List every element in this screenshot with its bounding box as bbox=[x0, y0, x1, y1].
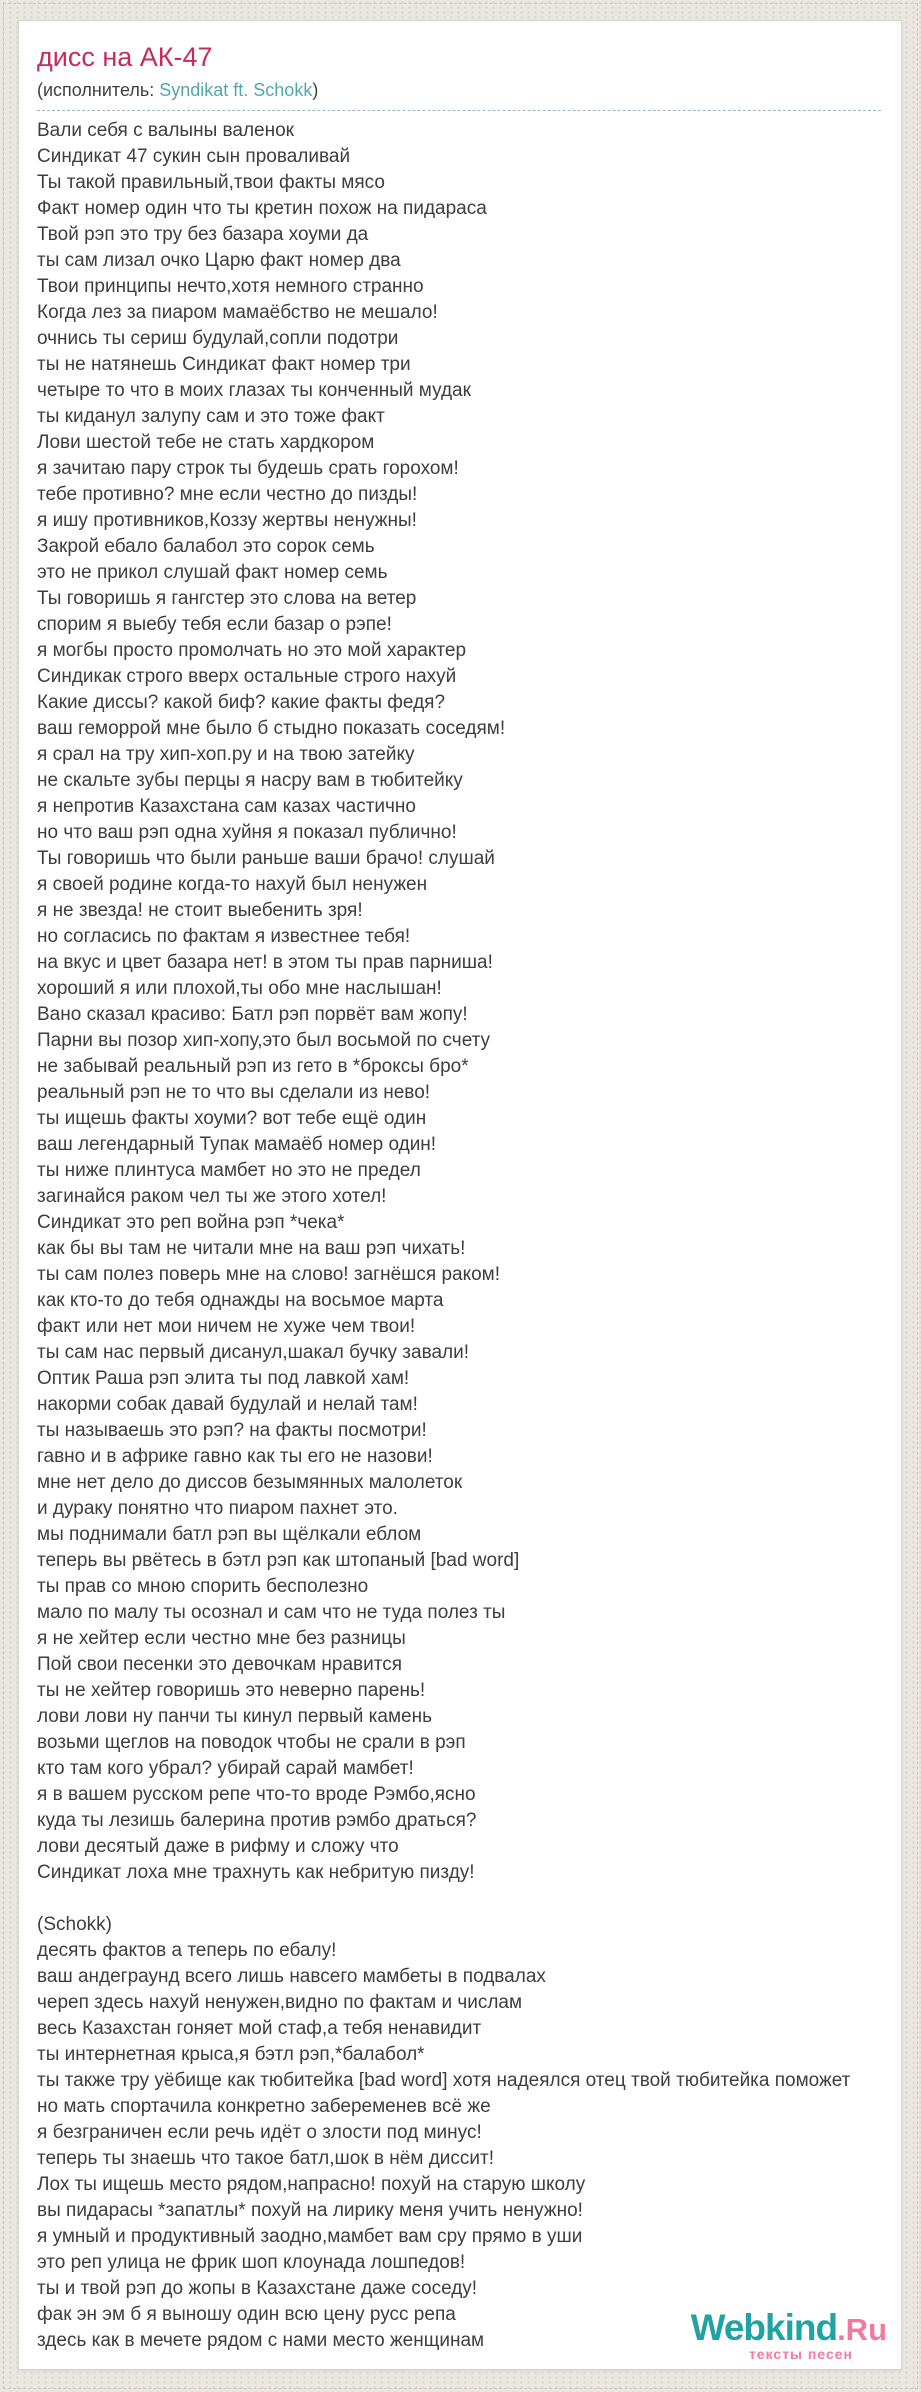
artist-label: (исполнитель: bbox=[37, 80, 160, 101]
lyric-line: Ты такой правильный,твои факты мясо bbox=[37, 172, 385, 194]
lyric-line: я могбы просто промолчать но это мой характер bbox=[37, 640, 467, 662]
lyric-line: Лох ты ищешь место рядом,напрасно! похуй на старую школу bbox=[37, 2174, 586, 2196]
lyric-line: я ишу противников,Коззу жертвы ненужны! bbox=[37, 510, 417, 532]
lyric-line: я умный и продуктивный заодно,мамбет вам сру прямо в уши bbox=[37, 2226, 583, 2248]
lyric-line: загинайся раком чел ты же этого хотел! bbox=[37, 1186, 387, 1208]
lyric-line: реальный рэп не то что вы сделали из нево! bbox=[37, 1082, 431, 1104]
lyric-line: но согласись по фактам я известнее тебя! bbox=[37, 926, 411, 948]
lyric-line: как бы вы там не читали мне на ваш рэп чихать! bbox=[37, 1238, 466, 1260]
lyric-line: Вали себя с валыны валенок bbox=[37, 120, 294, 142]
artist-line bbox=[37, 80, 881, 111]
lyric-line: кто там кого убрал? убирай сарай мамбет! bbox=[37, 1758, 414, 1780]
lyric-line: мало по малу ты осознал и сам что не туда полез ты bbox=[37, 1602, 506, 1624]
lyric-line: куда ты лезишь балерина против рэмбо драться? bbox=[37, 1810, 477, 1832]
lyric-line: ты и твой рэп до жопы в Казахстане даже соседу! bbox=[37, 2278, 478, 2300]
lyric-line: я безграничен если речь идёт о злости под минус! bbox=[37, 2122, 482, 2144]
lyric-line: теперь ты знаешь что такое батл,шок в нём диссит! bbox=[37, 2148, 494, 2170]
lyric-line: Твои принципы нечто,хотя немного странно bbox=[37, 276, 424, 298]
artist-line-close: ) bbox=[312, 80, 319, 101]
lyric-line: ты не натянешь Синдикат факт номер три bbox=[37, 354, 411, 376]
lyric-line: накорми собак давай будулай и нелай там! bbox=[37, 1394, 418, 1416]
lyric-line: Синдикат лоха мне трахнуть как небритую пизду! bbox=[37, 1862, 475, 1884]
lyric-line: тебе противно? мне если честно до пизды! bbox=[37, 484, 418, 506]
lyric-line: Оптик Раша рэп элита ты под лавкой хам! bbox=[37, 1368, 410, 1390]
lyric-line: фак эн эм б я выношу один всю цену русс репа bbox=[37, 2304, 456, 2326]
logo-main-text: Webkind bbox=[690, 2307, 838, 2348]
lyrics-card bbox=[18, 20, 902, 2370]
lyric-line: мы поднимали батл рэп вы щёлкали еблом bbox=[37, 1524, 422, 1546]
lyric-line: Пой свои песенки это девочкам нравится bbox=[37, 1654, 403, 1676]
lyric-line: на вкус и цвет базара нет! в этом ты прав парниша! bbox=[37, 952, 493, 974]
lyric-line: но мать спортачила конкретно забеременев всё же bbox=[37, 2096, 491, 2118]
lyric-line: я не звезда! не стоит выебенить зря! bbox=[37, 900, 363, 922]
lyric-line: Ты говоришь что были раньше ваши брачо! слушай bbox=[37, 848, 495, 870]
lyric-line: Ты говоришь я гангстер это слова на ветер bbox=[37, 588, 417, 610]
logo-tagline: тексты песен bbox=[748, 2346, 853, 2362]
lyric-line: мне нет дело до диссов безымянных малолеток bbox=[37, 1472, 463, 1494]
lyric-line: Синдикак строго вверх остальные строго нахуй bbox=[37, 666, 457, 688]
lyric-line: возьми щеглов на поводок чтобы не срали в рэп bbox=[37, 1732, 466, 1754]
lyric-line: ты сам лизал очко Царю факт номер два bbox=[37, 250, 401, 272]
lyric-line: ты сам нас первый дисанул,шакал бучку завали! bbox=[37, 1342, 469, 1364]
webkind-logo[interactable] bbox=[691, 2309, 887, 2361]
lyric-line: лови десятый даже в рифму и сложу что bbox=[37, 1836, 399, 1858]
artist-link[interactable]: Syndikat ft. Schokk bbox=[159, 80, 313, 101]
lyrics-block bbox=[19, 111, 901, 2354]
lyric-line: спорим я выебу тебя если базар о рэпе! bbox=[37, 614, 392, 636]
lyric-line: ты ищешь факты хоуми? вот тебе ещё один bbox=[37, 1108, 427, 1130]
lyric-line: Синдикат это реп война рэп *чека* bbox=[37, 1212, 345, 1234]
lyric-line: ваш геморрой мне было б стыдно показать соседям! bbox=[37, 718, 506, 740]
lyric-line: я своей родине когда-то нахуй был ненужен bbox=[37, 874, 428, 896]
lyric-line: Какие диссы? какой биф? какие факты федя? bbox=[37, 692, 446, 714]
lyric-line: ты также тру уёбище как тюбитейка [bad word] хотя надеялся отец твой тюбитейка поможет bbox=[37, 2070, 851, 2092]
lyric-line: я срал на тру хип-хоп.ру и на твою затейку bbox=[37, 744, 415, 766]
lyric-line: ты прав со мною спорить бесполезно bbox=[37, 1576, 369, 1598]
lyric-line: Факт номер один что ты кретин похож на пидараса bbox=[37, 198, 487, 220]
logo-suffix-text: .Ru bbox=[837, 2312, 887, 2347]
lyric-line: здесь как в мечете рядом с нами место женщинам bbox=[37, 2330, 485, 2352]
page-title: дисс на АК-47 bbox=[37, 42, 213, 72]
lyric-line bbox=[37, 1886, 901, 1912]
lyric-line: Вано сказал красиво: Батл рэп порвёт вам жопу! bbox=[37, 1004, 468, 1026]
lyric-line: ты интернетная крыса,я бэтл рэп,*балабол* bbox=[37, 2044, 425, 2066]
lyric-line: я непротив Казахстана сам казах частично bbox=[37, 796, 416, 818]
webkind-logo-text bbox=[691, 2309, 887, 2346]
lyric-line: это не прикол слушай факт номер семь bbox=[37, 562, 388, 584]
lyric-line: как кто-то до тебя однажды на восьмое марта bbox=[37, 1290, 444, 1312]
lyric-line: Закрой ебало балабол это сорок семь bbox=[37, 536, 375, 558]
lyric-line: гавно и в африке гавно как ты его не назови! bbox=[37, 1446, 433, 1468]
lyric-line: ты называешь это рэп? на факты посмотри! bbox=[37, 1420, 427, 1442]
lyric-line: Лови шестой тебе не стать хардкором bbox=[37, 432, 375, 454]
lyric-line: весь Казахстан гоняет мой стаф,а тебя ненавидит bbox=[37, 2018, 482, 2040]
lyric-line: факт или нет мои ничем не хуже чем твои! bbox=[37, 1316, 416, 1338]
lyric-line: Когда лез за пиаром мамаёбство не мешало! bbox=[37, 302, 438, 324]
lyric-line: лови лови ну панчи ты кинул первый камень bbox=[37, 1706, 433, 1728]
lyric-line: Синдикат 47 сукин сын проваливай bbox=[37, 146, 351, 168]
lyric-line: не забывай реальный рэп из гето в *броксы бро* bbox=[37, 1056, 469, 1078]
lyric-line: четыре то что в моих глазах ты конченный мудак bbox=[37, 380, 471, 402]
lyric-line: и дураку понятно что пиаром пахнет это. bbox=[37, 1498, 398, 1520]
lyric-line: хороший я или плохой,ты обо мне наслышан! bbox=[37, 978, 442, 1000]
lyric-line: я в вашем русском репе что-то вроде Рэмбо,ясно bbox=[37, 1784, 476, 1806]
lyric-line: это реп улица не фрик шоп клоунада лошпедов! bbox=[37, 2252, 466, 2274]
lyric-line: теперь вы рвётесь в бэтл рэп как штопаный [bad word] bbox=[37, 1550, 520, 1572]
lyric-line: Парни вы позор хип-хопу,это был восьмой по счету bbox=[37, 1030, 491, 1052]
lyric-line: я зачитаю пару строк ты будешь срать горохом! bbox=[37, 458, 459, 480]
lyric-line: череп здесь нахуй ненужен,видно по фактам и числам bbox=[37, 1992, 523, 2014]
song-header bbox=[19, 21, 901, 111]
lyric-line: десять фактов а теперь по ебалу! bbox=[37, 1940, 337, 1962]
lyric-line: (Schokk) bbox=[37, 1914, 112, 1936]
lyric-line: не скальте зубы перцы я насру вам в тюбитейку bbox=[37, 770, 463, 792]
lyric-line: ты ниже плинтуса мамбет но это не предел bbox=[37, 1160, 421, 1182]
lyric-line: очнись ты сериш будулай,сопли подотри bbox=[37, 328, 399, 350]
lyric-line: ваш андеграунд всего лишь навсего мамбеты в подвалах bbox=[37, 1966, 546, 1988]
lyric-line: ты киданул залупу сам и это тоже факт bbox=[37, 406, 385, 428]
lyric-line: ты сам полез поверь мне на слово! загнёшся раком! bbox=[37, 1264, 501, 1286]
lyric-line: ваш легендарный Тупак мамаёб номер один! bbox=[37, 1134, 437, 1156]
lyric-line: ты не хейтер говоришь это неверно парень! bbox=[37, 1680, 426, 1702]
lyric-line: я не хейтер если честно мне без разницы bbox=[37, 1628, 406, 1650]
lyric-line: вы пидарасы *запатлы* похуй на лирику меня учить ненужно! bbox=[37, 2200, 583, 2222]
lyric-line: но что ваш рэп одна хуйня я показал публично! bbox=[37, 822, 457, 844]
lyric-line: Твой рэп это тру без базара хоуми да bbox=[37, 224, 369, 246]
